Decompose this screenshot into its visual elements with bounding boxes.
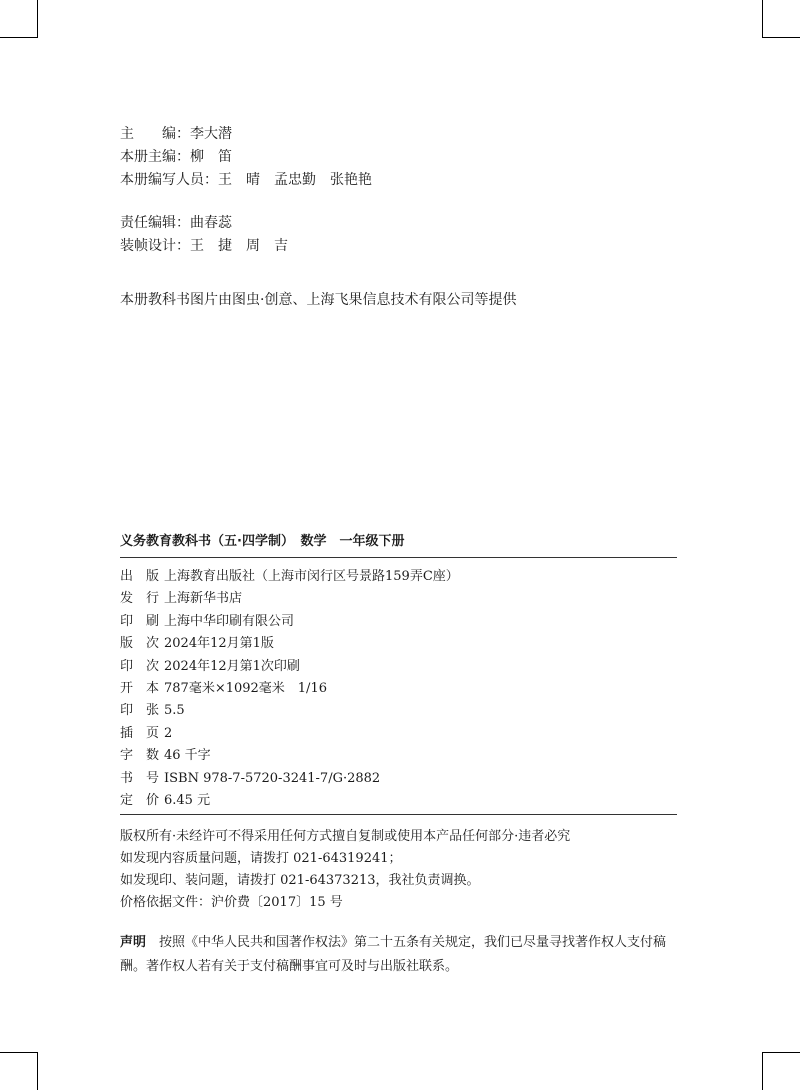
chief-editor: 主 编：李大潜 bbox=[120, 126, 232, 142]
notes-block bbox=[120, 826, 570, 914]
writers: 本册编写人员：王 晴 孟忠勤 张艳艳 bbox=[120, 172, 372, 188]
crop-mark-tl-v bbox=[37, 0, 38, 38]
publication-info bbox=[120, 566, 459, 812]
pub-value: 2024年12月第1版 bbox=[164, 636, 274, 652]
pub-label: 印 刷 bbox=[120, 613, 160, 629]
pub-label: 插 页 bbox=[120, 725, 160, 741]
pub-label: 出 版 bbox=[120, 569, 160, 584]
quality-hotline: 如发现内容质量问题，请拨打 021-64319241； bbox=[120, 851, 402, 866]
pub-label: 开 本 bbox=[120, 680, 160, 696]
photo-credit: 本册教科书图片由图虫·创意、上海飞果信息技术有限公司等提供 bbox=[120, 292, 517, 308]
pub-value: 上海新华书店 bbox=[164, 591, 243, 607]
pub-label: 发 行 bbox=[120, 591, 160, 607]
pub-row bbox=[120, 611, 459, 633]
credits-block bbox=[120, 123, 372, 258]
pub-row bbox=[120, 723, 459, 745]
pub-value: 上海教育出版社（上海市闵行区号景路159弄C座） bbox=[164, 569, 459, 584]
statement bbox=[120, 931, 680, 979]
pub-row bbox=[120, 678, 459, 700]
crop-mark-tr-h bbox=[762, 37, 800, 38]
pub-row bbox=[120, 633, 459, 655]
pub-value: 2024年12月第1次印刷 bbox=[164, 658, 300, 674]
pub-row bbox=[120, 700, 459, 722]
volume-editor: 本册主编：柳 笛 bbox=[120, 149, 232, 165]
pub-row bbox=[120, 768, 459, 790]
statement-text: 按照《中华人民共和国著作权法》第二十五条有关规定，我们已尽量寻找著作权人支付稿酬。著作权人若有关于支付稿酬事宜可及时与出版社联系。 bbox=[120, 935, 667, 974]
pub-value: 787毫米×1092毫米 1/16 bbox=[164, 680, 327, 696]
crop-mark-tr-v bbox=[762, 0, 763, 38]
binding-design: 装帧设计：王 捷 周 吉 bbox=[120, 238, 288, 254]
pub-row bbox=[120, 566, 459, 588]
pub-value: 6.45 元 bbox=[164, 792, 211, 808]
divider-bottom bbox=[120, 814, 677, 815]
print-hotline: 如发现印、装问题，请拨打 021-64373213，我社负责调换。 bbox=[120, 873, 480, 888]
crop-mark-bl-v bbox=[37, 1052, 38, 1090]
statement-label: 声明 bbox=[120, 935, 147, 950]
copyright-note: 版权所有·未经许可不得采用任何方式擅自复制或使用本产品任何部分·违者必究 bbox=[120, 829, 571, 844]
pub-row bbox=[120, 656, 459, 678]
pub-value: 上海中华印刷有限公司 bbox=[164, 613, 295, 629]
pub-row bbox=[120, 588, 459, 610]
pub-label: 版 次 bbox=[120, 636, 160, 652]
divider-top bbox=[120, 557, 677, 558]
crop-mark-br-v bbox=[762, 1052, 763, 1090]
pub-value: 2 bbox=[164, 725, 173, 741]
pub-value: 5.5 bbox=[164, 703, 185, 719]
crop-mark-br-h bbox=[762, 1052, 800, 1053]
pub-row bbox=[120, 790, 459, 812]
pub-value: ISBN 978-7-5720-3241-7/G·2882 bbox=[164, 770, 381, 786]
price-basis: 价格依据文件：沪价费〔2017〕15 号 bbox=[120, 895, 343, 910]
pub-row bbox=[120, 745, 459, 767]
pub-label: 定 价 bbox=[120, 792, 160, 808]
pub-value: 46 千字 bbox=[164, 748, 211, 764]
responsible-editor: 责任编辑：曲春蕊 bbox=[120, 215, 232, 231]
pub-label: 印 张 bbox=[120, 703, 160, 719]
crop-mark-tl-h bbox=[0, 37, 38, 38]
cip-title: 义务教育教科书（五·四学制） 数学 一年级下册 bbox=[120, 534, 405, 549]
pub-label: 印 次 bbox=[120, 658, 160, 674]
crop-mark-bl-h bbox=[0, 1052, 38, 1053]
pub-label: 书 号 bbox=[120, 770, 160, 786]
pub-label: 字 数 bbox=[120, 748, 160, 764]
